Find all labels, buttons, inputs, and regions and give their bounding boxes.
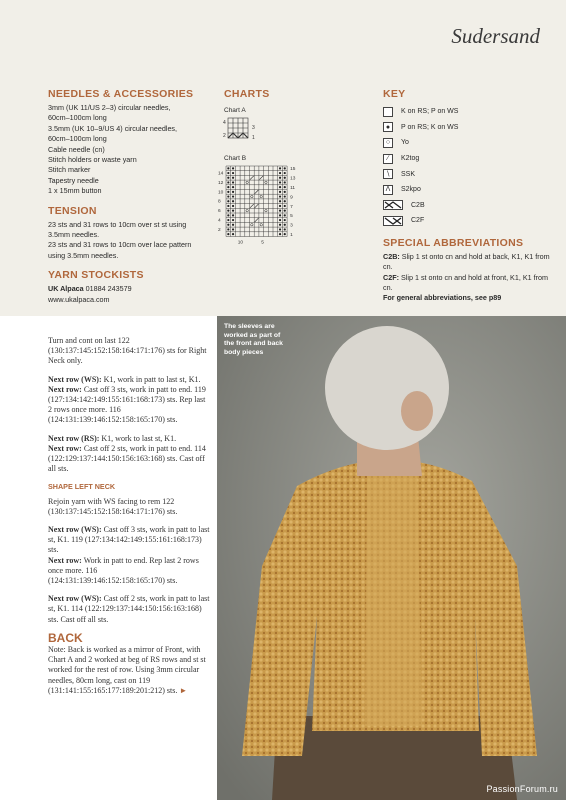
key-item: ○ Yo <box>383 135 553 151</box>
key-item: K on RS; P on WS <box>383 104 553 120</box>
purl-dot <box>279 219 281 221</box>
purl-dot <box>284 224 286 226</box>
key-item: C2F <box>383 213 553 229</box>
needles-line: Stitch holders or waste yarn <box>48 155 137 165</box>
needles-line: 1 x 15mm button <box>48 186 102 196</box>
chart-b-row-label: 2 <box>218 227 221 233</box>
needles-heading: NEEDLES & ACCESSORIES <box>48 88 194 100</box>
yo-circle <box>265 181 267 183</box>
yarn-phone: 01884 243579 <box>83 284 132 294</box>
key-item: ∖ SSK <box>383 166 553 182</box>
special-abbreviations-heading: SPECIAL ABBREVIATIONS <box>383 236 524 249</box>
chart-b-row-label: 11 <box>290 186 296 192</box>
yarn-name: UK Alpaca <box>48 284 84 294</box>
chart-b-row-label: 9 <box>290 195 293 201</box>
purl-dot <box>232 214 234 216</box>
purl-dot <box>232 195 234 197</box>
purl-dot <box>232 210 234 212</box>
purl-dot <box>279 195 281 197</box>
yo-circle <box>260 195 262 197</box>
tension-line: 3.5mm needles. <box>48 230 100 240</box>
instruction-paragraph: Next row (RS): K1, work to last st, K1. Next row: Cast off 2 sts, work in patt to end. 114 (122:129:137:144:150:156:163:168) sts. Cast off all sts. <box>48 433 206 474</box>
chart-b-grid <box>218 164 318 264</box>
instruction-paragraph: Next row (WS): Cast off 2 sts, work in patt to last st, K1. 114 (122:129:137:144:150:156:163:168) sts. Cast off all sts. <box>48 594 210 624</box>
yarn-over-icon: ○ <box>383 138 393 148</box>
purl-dot <box>279 224 281 226</box>
photo-caption: The sleeves are worked as part of the front and back body pieces <box>224 323 283 356</box>
needles-line: Stitch marker <box>48 165 91 175</box>
purl-dot <box>279 228 281 230</box>
chart-b-row-label: 10 <box>218 190 224 196</box>
needles-line: 60cm–100cm long <box>48 134 107 144</box>
purl-dot <box>284 214 286 216</box>
yo-circle <box>246 209 248 211</box>
purl-dot <box>279 205 281 207</box>
purl-dot <box>227 205 229 207</box>
purl-dot <box>227 228 229 230</box>
needles-line: 3mm (UK 11/US 2–3) circular needles, <box>48 103 171 112</box>
purl-dot <box>227 191 229 193</box>
model-photo <box>217 316 566 800</box>
chart-b-row-label: 13 <box>290 176 296 182</box>
instruction-paragraph: Turn and cont on last 122 (130:137:145:152:158:164:171:176) sts for Right Neck only. <box>48 336 207 366</box>
instruction-paragraph: Next row (WS): K1, work in patt to last st, K1. Next row: Cast off 3 sts, work in patt to end. 119 (127:134:142:149:155:161:168:173) sts. Rep last 2 rows once more. 116 (124:131:139:146:152:158:165:170) sts. <box>48 374 206 425</box>
purl-dot <box>284 210 286 212</box>
yarn-heading: YARN STOCKISTS <box>48 269 144 282</box>
purl-dot <box>227 214 229 216</box>
purl-dot <box>284 191 286 193</box>
purl-dot <box>279 233 281 235</box>
yarn-contact <box>48 284 213 294</box>
decrease-mark <box>259 176 263 180</box>
chart-b-row-label: 5 <box>290 214 293 220</box>
key-heading: KEY <box>383 88 406 100</box>
purl-dot <box>279 191 281 193</box>
key-item: Λ S2kpo <box>383 182 553 198</box>
c2b-definition: C2B: Slip 1 st onto cn and hold at back, K1, K1 from cn. <box>383 251 550 272</box>
decrease-mark <box>250 204 254 208</box>
back-heading: BACK <box>48 630 83 645</box>
continue-arrow-icon[interactable]: ► <box>179 685 188 695</box>
yo-circle <box>251 224 253 226</box>
chart-a-grid <box>224 115 284 149</box>
purl-dot <box>227 177 229 179</box>
purl-dot <box>227 167 229 169</box>
key-item: ● P on RS; K on WS <box>383 120 553 136</box>
purl-dot <box>279 167 281 169</box>
materials-column <box>48 88 213 313</box>
shape-left-neck-heading: SHAPE LEFT NECK <box>48 482 116 492</box>
charts-column <box>224 88 334 100</box>
yo-circle <box>260 224 262 226</box>
instruction-paragraph: Rejoin yarn with WS facing to rem 122 (130:137:145:152:158:164:171:176) sts. <box>48 496 178 516</box>
purl-dot <box>232 191 234 193</box>
purl-dot <box>227 195 229 197</box>
pattern-instructions <box>48 336 210 704</box>
purl-dot <box>227 219 229 221</box>
purl-dot <box>232 205 234 207</box>
chart-b-col-label: 5 <box>261 240 264 246</box>
purl-dot <box>284 186 286 188</box>
purl-dot <box>227 181 229 183</box>
chart-b-row-label: 7 <box>290 204 293 210</box>
needles-line: Cable needle (cn) <box>48 144 105 154</box>
purl-dot <box>232 172 234 174</box>
key-item: ∕ K2tog <box>383 151 553 167</box>
chart-a-row-label: 3 <box>252 125 255 131</box>
charts-heading: CHARTS <box>224 88 270 100</box>
needles-section <box>48 88 213 197</box>
tension-line: 23 sts and 31 rows to 10cm over st st using <box>48 219 187 229</box>
purl-dot <box>284 181 286 183</box>
chart-b-row-label: 12 <box>218 180 224 186</box>
instruction-paragraph: Note: Back is worked as a mirror of Front, with Chart A and 2 worked at beg of RS rows and st st worked for the rest of row. Using 3mm circular needles, 80cm long, cast on 119 (131:141:155:165:177:189:201:212) sts. ► <box>48 645 206 695</box>
yo-circle <box>246 181 248 183</box>
chart-b-row-label: 1 <box>290 233 293 239</box>
s2kpo-icon: Λ <box>383 185 393 195</box>
needles-line: Tapestry needle <box>48 175 99 185</box>
purl-dot <box>227 210 229 212</box>
purl-dot <box>284 172 286 174</box>
yo-circle <box>251 195 253 197</box>
chart-b-row-label: 15 <box>290 167 296 173</box>
chart-b-label: Chart B <box>224 155 247 162</box>
decrease-mark <box>255 190 259 194</box>
tension-line: using 3.5mm needles. <box>48 250 119 260</box>
purl-dot <box>232 233 234 235</box>
purl-dot <box>279 210 281 212</box>
yarn-section <box>48 269 213 305</box>
c2f-cable-icon <box>383 216 403 226</box>
ssk-icon: ∖ <box>383 169 393 179</box>
instruction-paragraph: Next row (WS): Cast off 3 sts, work in patt to last st, K1. 119 (127:134:142:149:155:161:168:173) sts. Next row: Work in patt to end. Rep last 2 rows once more. 116 (124:131:139:146:152:158:165:170) sts. <box>48 525 210 586</box>
purl-dot <box>284 233 286 235</box>
purl-dot <box>232 167 234 169</box>
key-column <box>383 88 553 304</box>
c2b-cable-icon <box>383 200 403 210</box>
purl-dot <box>284 205 286 207</box>
purl-dot <box>232 228 234 230</box>
chart-a-row-label: 2 <box>223 133 226 139</box>
purl-dot <box>279 172 281 174</box>
purl-dot <box>284 228 286 230</box>
purl-dot <box>279 177 281 179</box>
purl-dot <box>232 177 234 179</box>
purl-dot <box>227 233 229 235</box>
general-abbreviations-note: For general abbreviations, see p89 <box>383 293 502 303</box>
chart-b-row-label: 8 <box>218 199 221 205</box>
purl-dot <box>232 224 234 226</box>
purl-dot <box>279 200 281 202</box>
purl-dot <box>284 167 286 169</box>
chart-a-label: Chart A <box>224 107 246 114</box>
page-title: Sudersand <box>451 24 540 48</box>
decrease-mark <box>255 204 259 208</box>
purl-dot <box>284 177 286 179</box>
needles-line: 60cm–100cm long <box>48 113 107 123</box>
purl-dot <box>279 186 281 188</box>
key-item: C2B <box>383 198 553 214</box>
tension-section <box>48 205 213 262</box>
purl-dot <box>279 181 281 183</box>
decrease-mark <box>250 176 254 180</box>
purl-dot <box>232 219 234 221</box>
chart-a-row-label: 1 <box>252 135 255 141</box>
chart-b-row-label: 4 <box>218 218 221 224</box>
c2f-definition: C2F: Slip 1 st onto cn and hold at front, K1, K1 from cn. <box>383 272 549 292</box>
purl-dot <box>284 200 286 202</box>
k2tog-icon: ∕ <box>383 154 393 164</box>
yarn-website-link[interactable]: www.ukalpaca.com <box>48 294 110 304</box>
chart-b <box>218 154 318 264</box>
model-illustration <box>217 316 566 800</box>
purl-dot <box>279 214 281 216</box>
chart-a <box>224 106 284 146</box>
purl-dot <box>232 181 234 183</box>
tension-heading: TENSION <box>48 204 97 217</box>
chart-b-row-label: 6 <box>218 209 221 215</box>
purl-dot <box>227 224 229 226</box>
purl-dot <box>232 186 234 188</box>
purl-dot <box>227 200 229 202</box>
purl-dot <box>284 195 286 197</box>
chart-b-col-label: 10 <box>237 240 244 246</box>
purl-dot <box>284 219 286 221</box>
decrease-mark <box>255 218 259 222</box>
chart-b-row-label: 3 <box>290 223 293 229</box>
tension-line: 23 sts and 31 rows to 10cm over lace pattern <box>48 240 192 250</box>
watermark: PassionForum.ru <box>486 784 558 794</box>
purl-dot <box>227 186 229 188</box>
needles-line: 3.5mm (UK 10–9/US 4) circular needles, <box>48 123 178 133</box>
chart-a-row-label: 4 <box>223 120 226 126</box>
purl-dot-icon: ● <box>383 122 393 132</box>
purl-dot <box>227 172 229 174</box>
chart-b-row-label: 14 <box>218 171 224 177</box>
yo-circle <box>265 209 267 211</box>
knit-icon <box>383 107 393 117</box>
purl-dot <box>232 200 234 202</box>
